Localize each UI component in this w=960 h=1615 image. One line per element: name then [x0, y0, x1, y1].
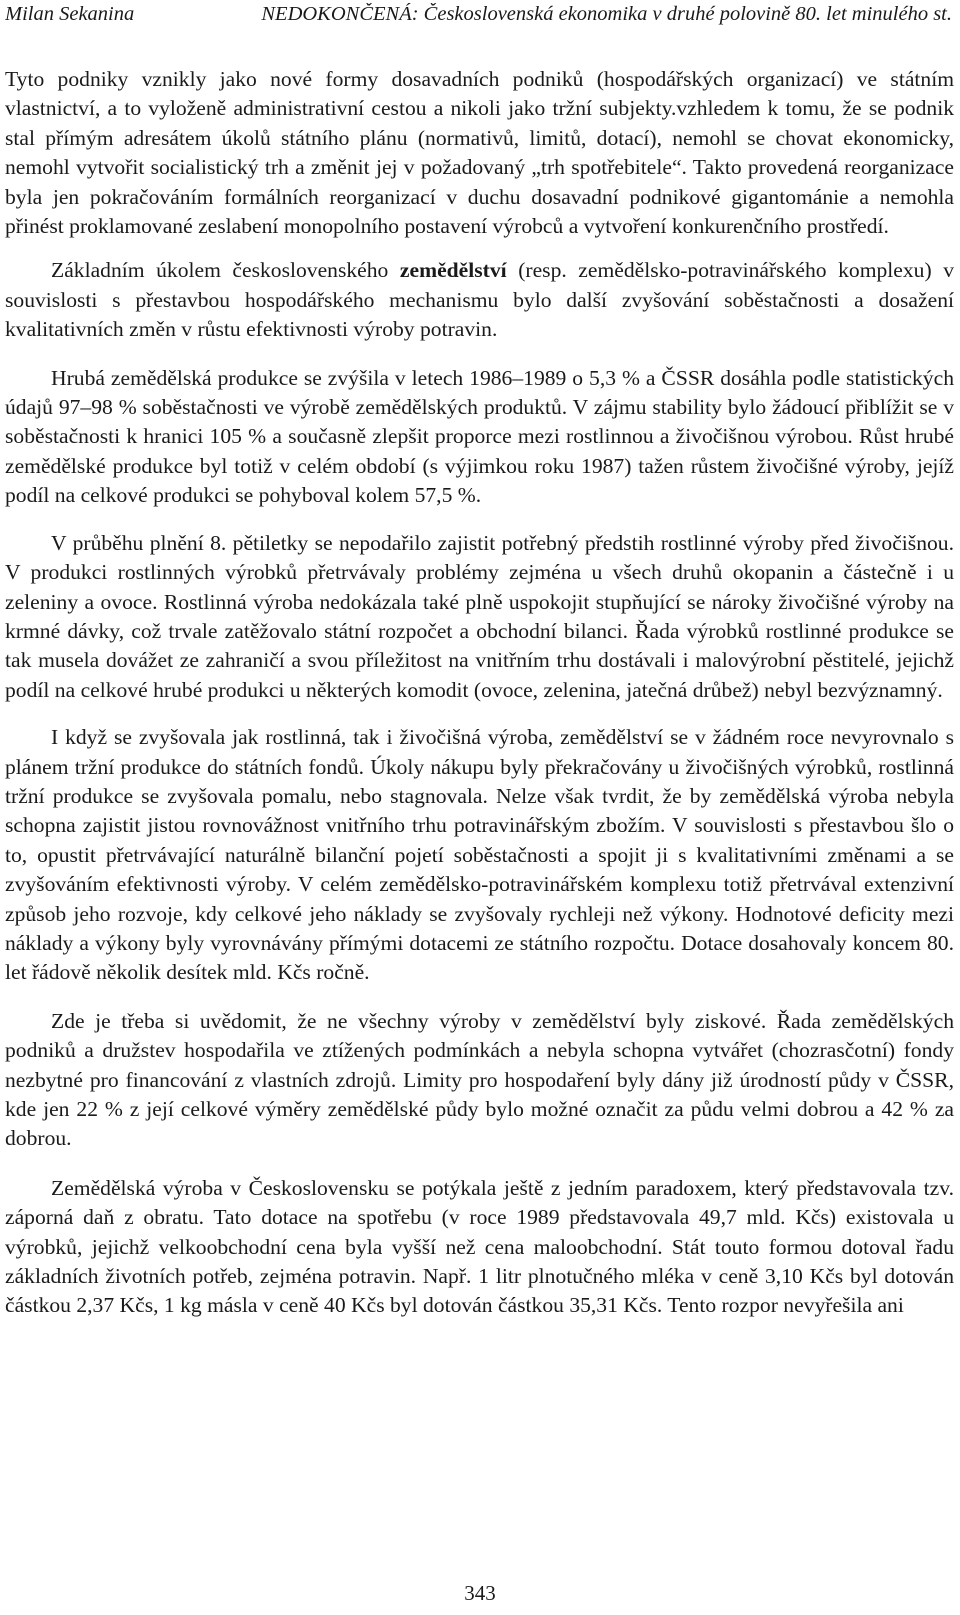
page-number: 343: [464, 1581, 496, 1605]
header-title: NEDOKONČENÁ: Československá ekonomika v druhé polovině 80. let minulého st.: [261, 3, 952, 25]
paragraph-2-before: Základním úkolem československého: [51, 258, 400, 283]
paragraph-2-after: (resp. zemědělsko-potravinářského komplexu) v souvislosti s přestavbou hospodářského mechanismu bylo další zvyšování soběstačnosti a dosažení kvalitativních změn v růstu efektivnosti výroby potravin.: [5, 258, 955, 342]
running-header: [5, 3, 952, 31]
paragraph-7: Zemědělská výroba v Československu se potýkala ještě z jedním paradoxem, který představovala tzv. záporná daň z obratu. Tato dotace na spotřebu (v roce 1989 představovala 49,7 mld. Kčs) existovala u výrobků, jejichž velkoobchodní cena byla vyšší než cena maloobchodní. Stát touto formou dotoval řadu základních životních potřeb, zejména potravin. Např. 1 litr plnotučného mléka v ceně 3,10 Kčs byl dotován částkou 2,37 Kčs, 1 kg másla v ceně 40 Kčs byl dotován částkou 35,31 Kčs. Tento rozpor nevyřešila ani: [5, 1175, 954, 1318]
paragraph-6: Zde je třeba si uvědomit, že ne všechny výroby v zemědělství byly ziskové. Řada zemědělských podniků a družstev hospodařila ve ztížených podmínkách a nebyla schopna vytvářet (chozrasčotní) fondy nezbytné pro financování z vlastních zdrojů. Limity pro hospodaření byly dány již úrodností půdy v ČSSR, kde jen 22 % z její celkové výměry zemědělské půdy bylo možné označit za půdu velmi dobrou a 42 % za dobrou.: [5, 1008, 954, 1151]
paragraph-2: [5, 256, 954, 344]
paragraph-2-emphasis: zemědělství: [399, 258, 507, 283]
header-author: Milan Sekanina: [5, 3, 135, 25]
paragraph-3: Hrubá zemědělská produkce se zvýšila v letech 1986–1989 o 5,3 % a ČSSR dosáhla podle statistických údajů 97–98 % soběstačnosti ve výrobě zemědělských produktů. V zájmu stability bylo žádoucí přiblížit se v soběstačnosti k hranici 105 % a současně zlepšit proporce mezi rostlinnou a živočišnou výrobou. Růst hrubé zemědělské produkce byl totiž v celém období (s výjimkou roku 1987) tažen růstem živočišné výroby, jejíž podíl na celkové produkci se pohyboval kolem 57,5 %.: [5, 365, 954, 508]
paragraph-5: I když se zvyšovala jak rostlinná, tak i živočišná výroba, zemědělství se v žádném roce nevyrovnalo s plánem tržní produkce do státních fondů. Úkoly nákupu byly překračovány u živočišných výrobků, rostlinná tržní produkce se zvyšovala pomalu, nebo stagnovala. Nelze však tvrdit, že by zemědělská výroba nebyla schopna zajistit jistou rovnovážnost vnitřního trhu potravinářským zbožím. V souvislosti s přestavbou šlo o to, opustit přetrvávající naturálně bilanční pojetí soběstačnosti a spojit ji s kvalitativními změnami a se zvyšováním efektivnosti výroby. V celém zemědělsko-potravinářském komplexu totiž přetrvával extenzivní způsob jeho rozvoje, kdy celkové jeho náklady se zvyšovaly rychleji než výkony. Hodnotové deficity mezi náklady a výkony byly vyrovnávány přímými dotacemi ze státního rozpočtu. Dotace dosahovaly koncem 80. let řádově několik desítek mld. Kčs ročně.: [5, 725, 954, 985]
paragraph-4: V průběhu plnění 8. pětiletky se nepodařilo zajistit potřebný předstih rostlinné výroby před živočišnou. V produkci rostlinných výrobků přetrvávaly problémy zejména u všech druhů okopanin a částečně i u zeleniny a ovoce. Rostlinná výroba nedokázala také plně uspokojit stupňující se nároky živočišné výroby na krmné dávky, což trvale zatěžovalo státní rozpočet a obchodní bilanci. Řada výrobků rostlinné produkce se tak musela dovážet ze zahraničí a svou příležitost na vnitřním trhu dostávali i malovýrobní pěstitelé, jejichž podíl na celkové hrubé produkci u některých komodit (ovoce, zelenina, jatečná drůbež) nebyl bezvýznamný.: [5, 530, 954, 702]
paragraph-1: Tyto podniky vznikly jako nové formy dosavadních podniků (hospodářských organizací) ve státním vlastnictví, a to vyloženě administrativní cestou a nikoli jako tržní subjekty.vzhledem k tomu, že se podnik stal přímým adresátem úkolů státního plánu (normativů, limitů, dotací), nemohl se chovat ekonomicky, nemohl vytvořit socialistický trh a změnit jej v požadovaný „trh spotřebitele“. Takto provedená reorganizace byla jen pokračováním formálních reorganizací v duchu dosavadní podnikové gigantománie a nemohla přinést proklamované zeslabení monopolního postavení výrobců a vytvoření konkurenčního prostředí.: [5, 67, 954, 239]
body-text: [5, 65, 954, 1336]
